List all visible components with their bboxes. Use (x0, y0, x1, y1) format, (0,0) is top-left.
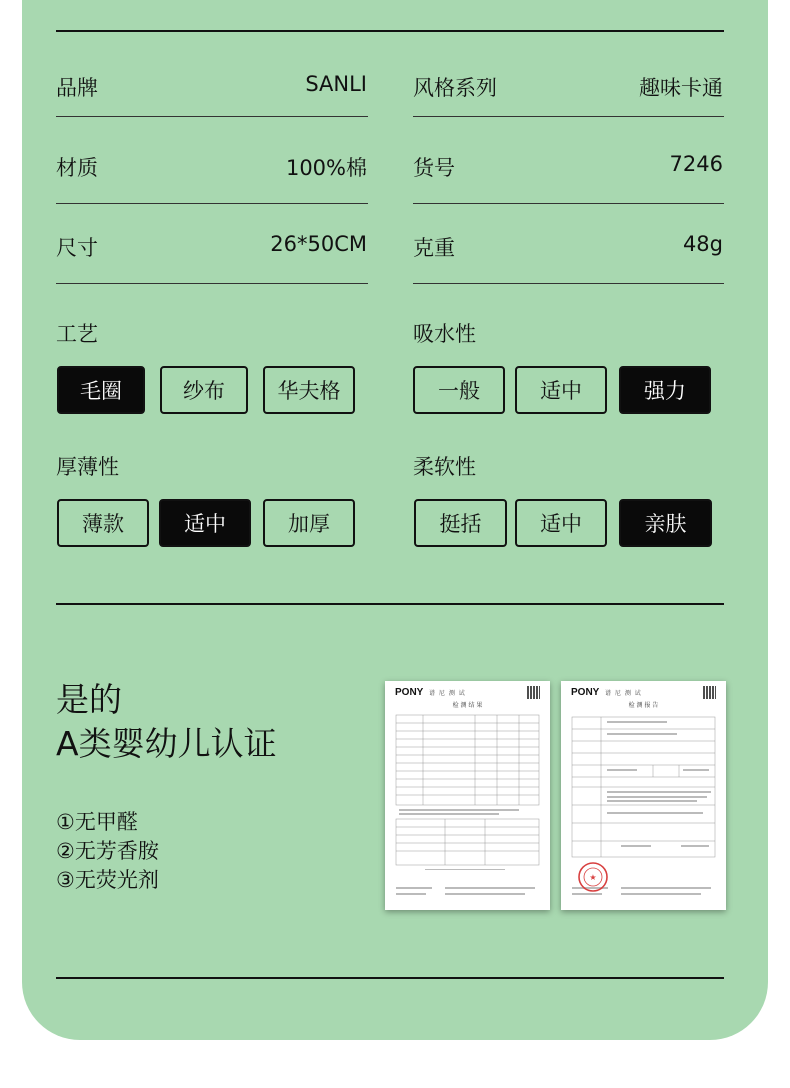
cert-line-1: 是的 (56, 680, 122, 719)
feature-item: ③无荧光剂 (56, 868, 159, 892)
report-table-graphic (561, 681, 726, 910)
absorb-option-medium[interactable]: 适中 (515, 366, 607, 414)
test-report-image (561, 681, 726, 910)
spec-sku-label: 货号 (413, 156, 455, 180)
spec-divider (413, 203, 724, 204)
thickness-option-thick[interactable]: 加厚 (263, 499, 355, 547)
spec-divider (413, 116, 724, 117)
absorb-option-normal[interactable]: 一般 (413, 366, 505, 414)
report-title: 检 测 结 果 (452, 702, 483, 709)
top-divider (56, 30, 724, 32)
cert-line-2: A类婴幼儿认证 (56, 724, 277, 763)
feature-item: ①无甲醛 (56, 810, 138, 834)
softness-title: 柔软性 (413, 455, 476, 479)
spec-divider (56, 283, 368, 284)
report-brand: PONY (395, 687, 424, 698)
spec-weight-label: 克重 (413, 236, 455, 260)
softness-option-skin-friendly[interactable]: 亲肤 (619, 499, 712, 547)
thickness-option-thin[interactable]: 薄款 (57, 499, 149, 547)
absorb-title: 吸水性 (413, 322, 476, 346)
thickness-title: 厚薄性 (56, 455, 119, 479)
absorb-option-strong[interactable]: 强力 (619, 366, 711, 414)
bottom-divider (56, 977, 724, 979)
thickness-option-medium[interactable]: 适中 (159, 499, 251, 547)
report-lab-name: 谱 尼 测 试 (429, 690, 466, 697)
mid-divider (56, 603, 724, 605)
cert-headline (56, 678, 277, 766)
spec-sku-value: 7246 (669, 152, 723, 176)
craft-option-gauze[interactable]: 纱布 (160, 366, 248, 414)
report-lab-name: 谱 尼 测 试 (605, 690, 642, 697)
spec-material-label: 材质 (56, 156, 98, 180)
report-table-graphic (385, 681, 550, 910)
spec-weight-value: 48g (682, 232, 723, 256)
spec-divider (413, 283, 724, 284)
spec-divider (56, 116, 368, 117)
test-report-image (385, 681, 550, 910)
report-brand: PONY (571, 687, 600, 698)
softness-option-crisp[interactable]: 挺括 (414, 499, 507, 547)
craft-option-waffle[interactable]: 华夫格 (263, 366, 355, 414)
spec-divider (56, 203, 368, 204)
spec-brand-value: SANLI (305, 72, 367, 96)
spec-size-value: 26*50CM (270, 232, 367, 256)
spec-style-label: 风格系列 (413, 76, 497, 100)
feature-item: ②无芳香胺 (56, 839, 159, 863)
spec-brand-label: 品牌 (56, 76, 98, 100)
spec-material-value: 100%棉 (285, 156, 367, 180)
softness-option-medium[interactable]: 适中 (515, 499, 607, 547)
craft-option-terry[interactable]: 毛圈 (57, 366, 145, 414)
report-title: 检 测 报 告 (628, 702, 659, 709)
spec-style-value: 趣味卡通 (639, 76, 723, 100)
svg-text:★: ★ (589, 873, 597, 882)
spec-size-label: 尺寸 (56, 236, 98, 260)
craft-title: 工艺 (56, 322, 98, 346)
